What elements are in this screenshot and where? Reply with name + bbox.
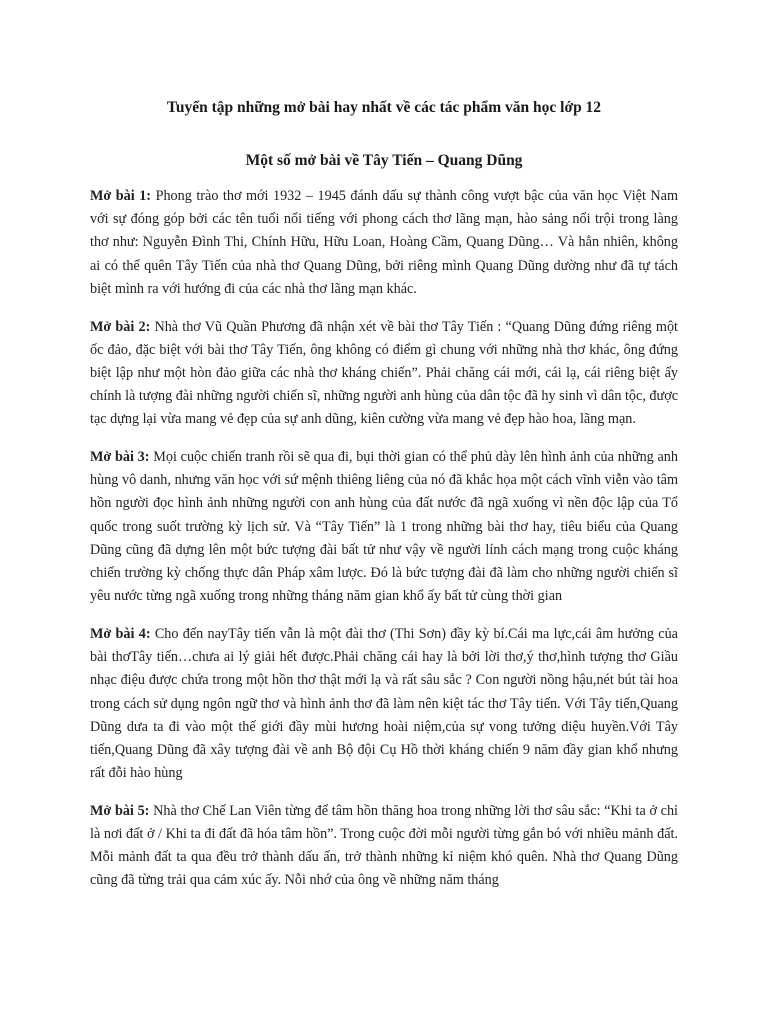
paragraph-mo-bai-2 — [90, 316, 678, 432]
paragraph-label: Mở bài 1: — [90, 188, 152, 204]
paragraph-label: Mở bài 5: — [90, 802, 150, 819]
paragraph-text: Phong trào thơ mới 1932 – 1945 đánh dấu sự thành công vượt bậc của văn học Việt Nam với sự đóng góp bởi các tên tuổi nổi tiếng với phong cách thơ lãng mạn, hào sảng nổi trội trong làng thơ như: Nguyễn Đình Thi, Chính Hữu, Hữu Loan, Hoàng Cầm, Quang Dũng… Và hẳn nhiên, không ai có thể quên Tây Tiến của nhà thơ Quang Dũng, bởi riêng mình Quang Dũng dường như đã tự tách biệt mình ra với hướng đi của các nhà thơ lãng mạn khác. — [90, 188, 678, 297]
paragraph-text: Cho đến nayTây tiến vẫn là một đài thơ (Thi Sơn) đầy kỳ bí.Cái ma lực,cái âm hưởng của bài thơTây tiến…chưa ai lý giải hết được.Phải chăng cái hay là bởi lời thơ,ý thơ,hình tượng thơ Giầu nhạc điệu được chứa trong một hồn thơ thật mới lạ và rất sâu sắc ? Con người nồng hậu,nét bút tài hoa trong cách sử dụng ngôn ngữ thơ và hình ảnh thơ đã làm nên kiệt tác thơ Tây tiến. Với Tây tiến,Quang Dũng dưa ta đi vào một thế giới đầy mùi hương hoài niệm,của sự vong tưởng diệu huyền.Với Tây tiến,Quang Dũng đã xây tượng đài về anh Bộ đội Cụ Hồ thời kháng chiến 9 năm đầy gian khổ nhưng rất đỗi hào hùng — [90, 625, 678, 782]
paragraph-label: Mở bài 4: — [90, 625, 151, 642]
document-title: Tuyển tập những mở bài hay nhất về các tác phẩm văn học lớp 12 — [166, 99, 602, 116]
paragraph-text: Nhà thơ Chế Lan Viên từng để tâm hồn thăng hoa trong những lời thơ sâu sắc: “Khi ta ở chỉ là nơi đất ở / Khi ta đi đất đã hóa tâm hồn”. Trong cuộc đời mỗi người từng gắn bó với nhiều mảnh đất. Mỗi mảnh đất ta qua đều trở thành dấu ấn, trở thành những kỉ niệm khó quên. Nhà thơ Quang Dũng cũng đã từng trải qua cảm xúc ấy. Nỗi nhớ của ông về những năm tháng — [90, 802, 678, 889]
paragraph-text: Mọi cuộc chiến tranh rồi sẽ qua đi, bụi thời gian có thể phủ dày lên hình ảnh của những anh hùng vô danh, nhưng văn học với sứ mệnh thiêng liêng của nó đã khắc họa một cách vĩnh viễn vào tâm hồn người đọc hình ảnh những người con anh hùng của đất nước đã ngã xuống vì nền độc lập của Tổ quốc trong suốt trường kỳ lịch sử. Và “Tây Tiến” là 1 trong những bài thơ hay, tiêu biểu của Quang Dũng cũng đã dựng lên một bức tượng đài bất tử như vậy về người lính cách mạng trong cuộc kháng chiến trường kỳ chống thực dân Pháp xâm lược. Đó là bức tượng đài đã làm cho những người chiến sĩ yêu nước từng ngã xuống trong những tháng năm gian khổ ấy bất tử cùng thời gian — [90, 449, 678, 605]
paragraph-label: Mở bài 3: — [90, 449, 150, 466]
paragraph-text: Nhà thơ Vũ Quần Phương đã nhận xét về bài thơ Tây Tiến : “Quang Dũng đứng riêng một ốc đảo, đặc biệt với bài thơ Tây Tiến, ông không có điểm gì chung với những nhà thơ khác, ông đứng biệt lập như một hòn đảo giữa các nhà thơ kháng chiến”. Phải chăng cái mới, cái lạ, cái riêng biệt ấy chính là tượng đài những người chiến sĩ, những người anh hùng của dân tộc đã hy sinh vì dân tộc, được tạc dựng lại vừa mang vẻ đẹp của sự anh dũng, kiên cường vừa mang vẻ đẹp hào hoa, lãng mạn. — [90, 318, 678, 428]
paragraph-mo-bai-4 — [90, 623, 678, 785]
paragraph-mo-bai-1 — [90, 185, 678, 301]
paragraph-mo-bai-3 — [90, 446, 678, 608]
paragraph-mo-bai-5 — [90, 800, 678, 893]
document-page — [90, 98, 678, 907]
paragraph-list — [90, 185, 678, 893]
paragraph-label: Mở bài 2: — [90, 318, 151, 335]
section-title: Một số mở bài về Tây Tiến – Quang Dũng — [245, 152, 523, 169]
